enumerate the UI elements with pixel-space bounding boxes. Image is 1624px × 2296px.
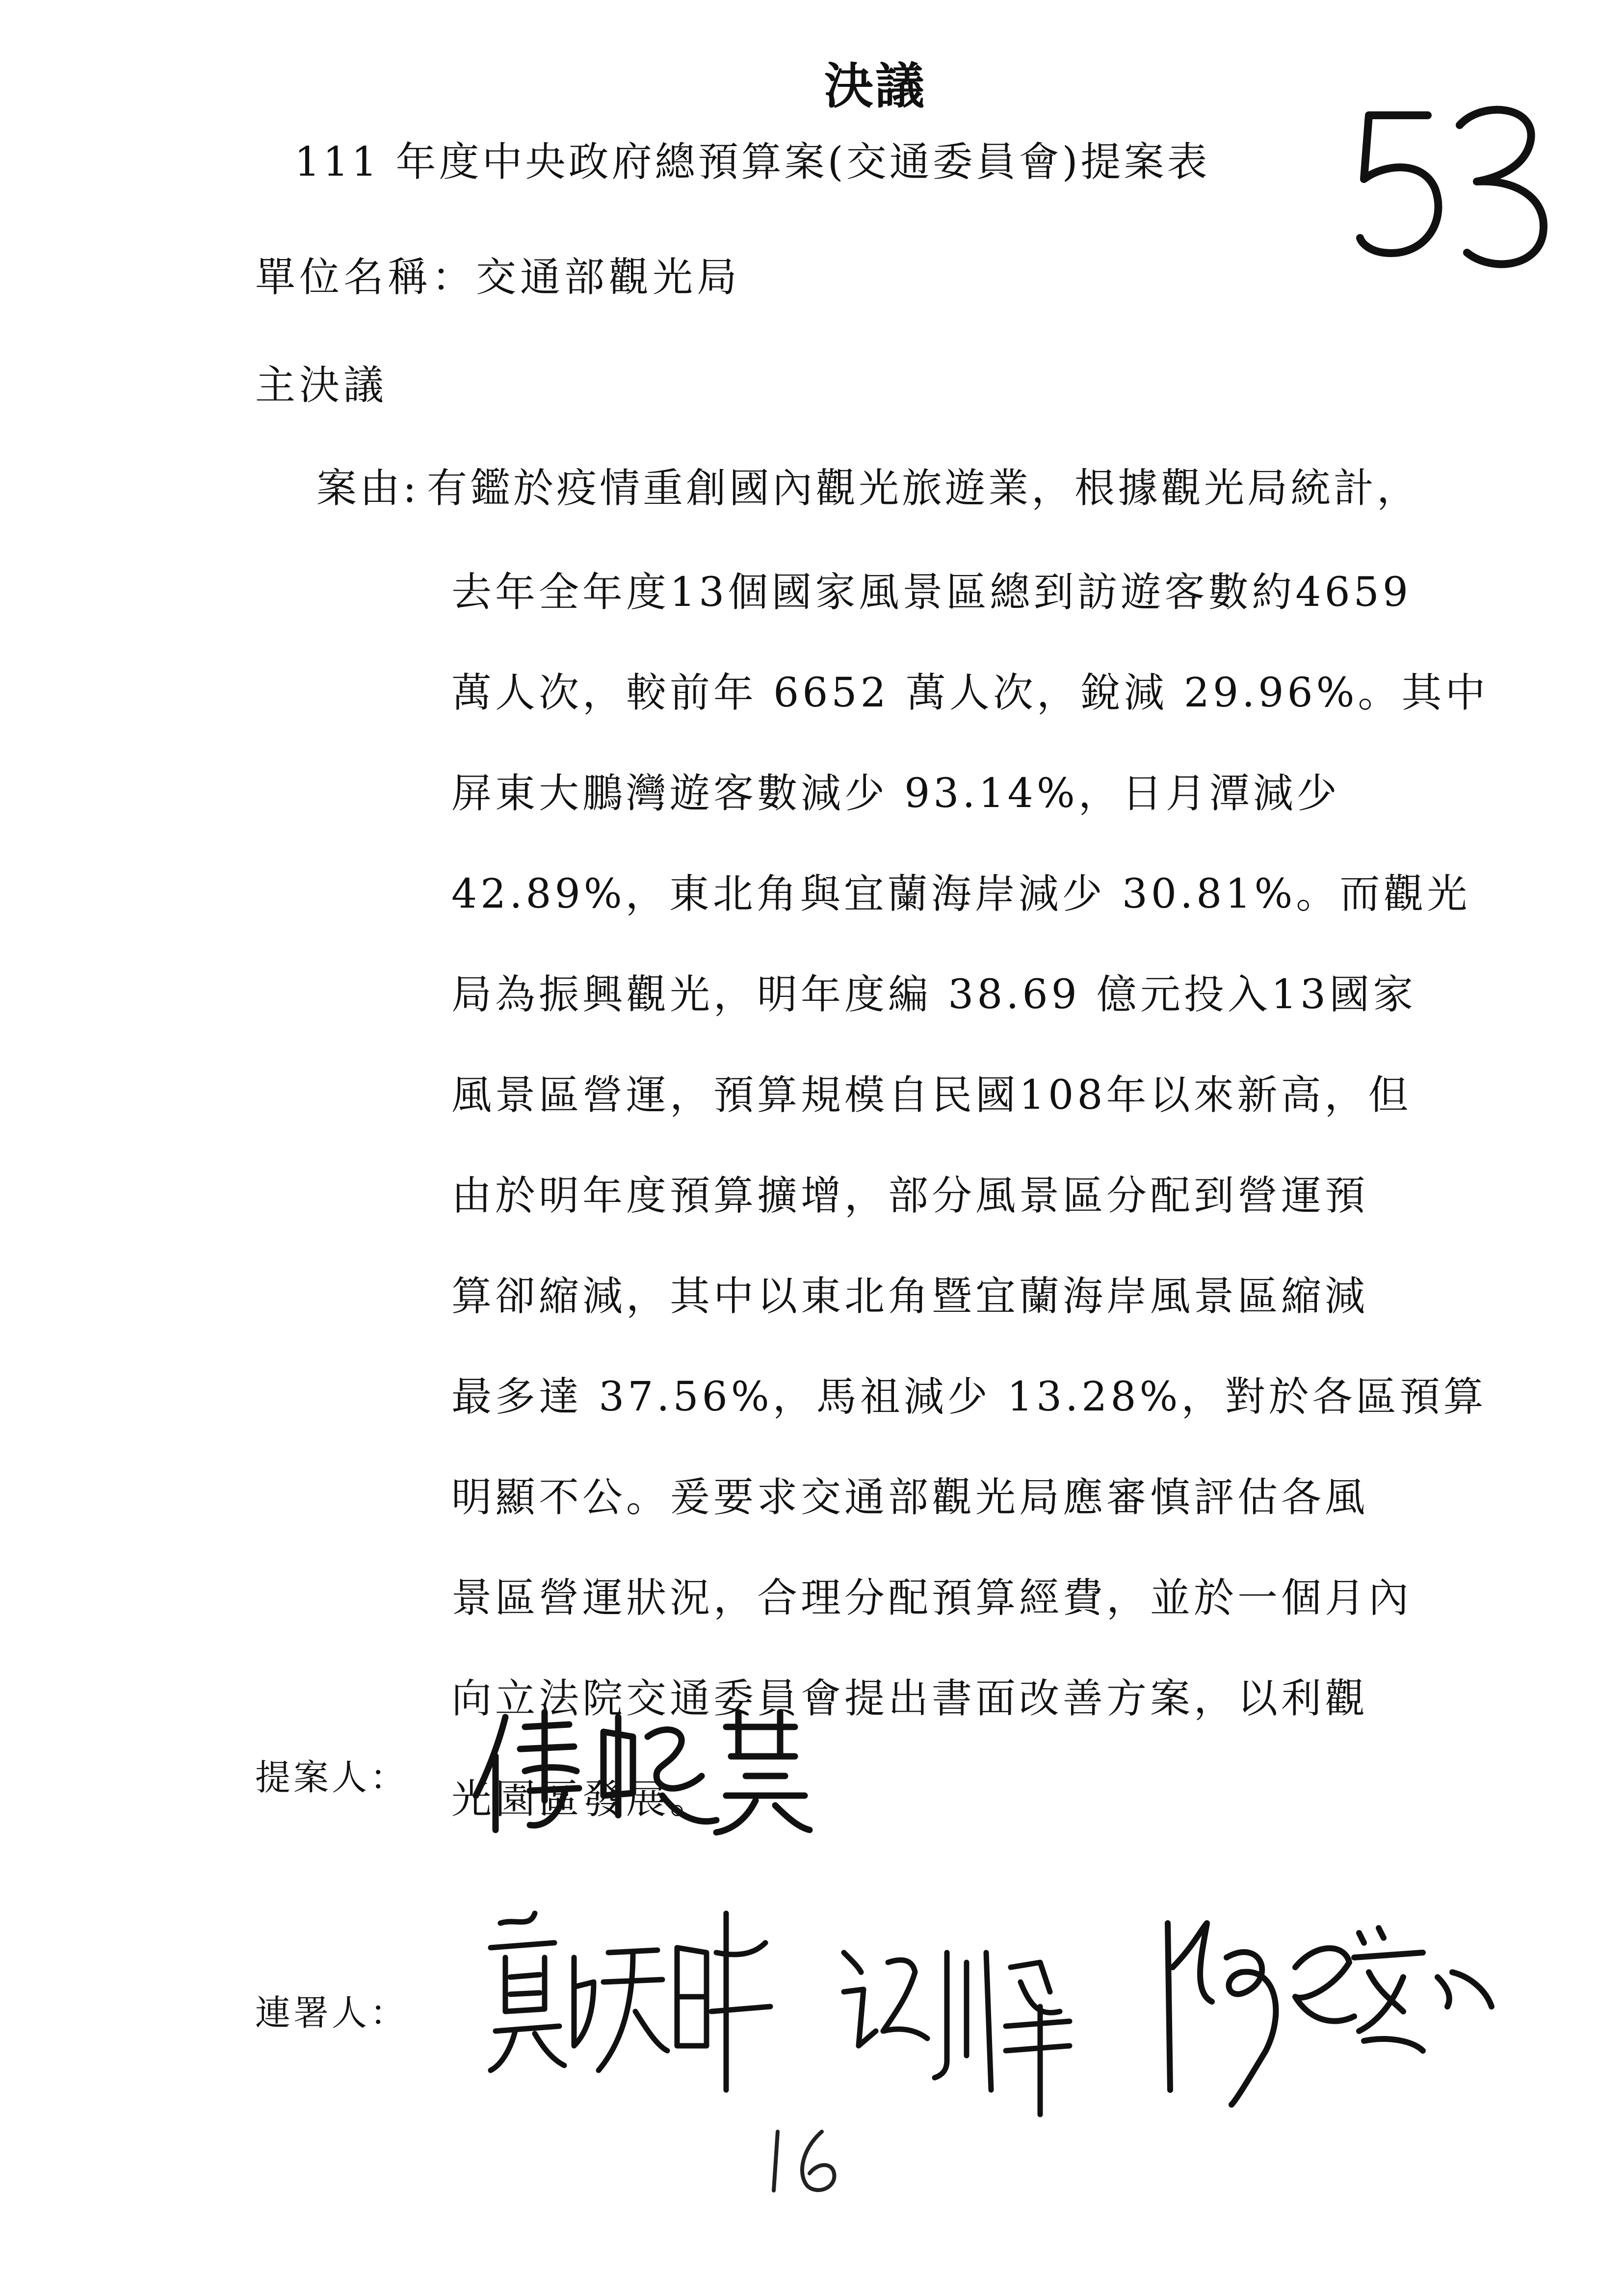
- document-title: 111 年度中央政府總預算案(交通委員會)提案表: [294, 139, 1210, 185]
- case-text-line: 局為振興觀光，明年度編 38.69 億元投入13國家: [451, 971, 1417, 1018]
- main-resolution-heading: 主決議: [255, 362, 388, 409]
- case-text-line: 屏東大鵬灣遊客數減少 93.14%，日月潭減少: [451, 770, 1340, 817]
- cosigner-signature-1: [481, 1884, 785, 2139]
- unit-name-value: 交通部觀光局: [476, 254, 741, 301]
- case-text-line: 明顯不公。爰要求交通部觀光局應審慎評估各風: [451, 1474, 1369, 1521]
- proposer-label: 提案人：: [255, 1757, 409, 1798]
- case-text-line: 最多達 37.56%，馬祖減少 13.28%，對於各區預算: [451, 1374, 1487, 1420]
- unit-name-label: 單位名稱：: [255, 254, 476, 301]
- case-label: 案由:: [316, 465, 419, 512]
- case-text-line: 向立法院交通委員會提出書面改善方案，以利觀: [451, 1675, 1369, 1722]
- case-text-line: 有鑑於疫情重創國內觀光旅遊業，根據觀光局統計，: [427, 465, 1420, 512]
- case-text-line: 景區營運狀況，合理分配預算經費，並於一個月內: [451, 1575, 1413, 1621]
- cosigner-signature-3: [1148, 1904, 1501, 2110]
- handwritten-page-mark: [1354, 96, 1550, 282]
- case-text-line: 算卻縮減，其中以東北角暨宜蘭海岸風景區縮減: [451, 1273, 1369, 1320]
- case-text-line: 光園區發展。: [451, 1776, 714, 1823]
- cosigner-label: 連署人：: [255, 1992, 409, 2034]
- case-text-line: 風景區營運，預算規模自民國108年以來新高，但: [451, 1072, 1412, 1119]
- case-text-line: 萬人次，較前年 6652 萬人次，銳減 29.96%。其中: [451, 670, 1489, 716]
- proposer-signature: [471, 1702, 814, 1840]
- case-text-line: 42.89%，東北角與宜蘭海岸減少 30.81%。而觀光: [451, 871, 1471, 917]
- case-text-line: 去年全年度13個國家風景區總到訪遊客數約4659: [451, 569, 1412, 616]
- unit-name-line: [255, 245, 741, 303]
- case-text-line: 由於明年度預算擴增，部分風景區分配到營運預: [451, 1173, 1369, 1219]
- handwritten-footer-page-number: [763, 2124, 846, 2198]
- cosigner-signature-2: [834, 1933, 1089, 2119]
- resolution-stamp: 決議: [824, 57, 926, 115]
